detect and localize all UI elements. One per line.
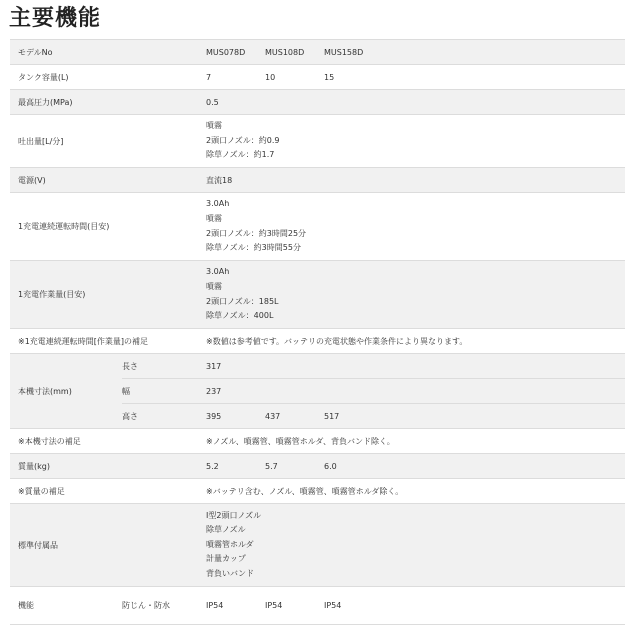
row-function [10, 587, 625, 625]
model-cell: MUS108D [265, 40, 324, 65]
value-line: 除草ノズル：約3時間55分 [206, 243, 301, 253]
value-line: I型2頭口ノズル [206, 510, 262, 520]
value-line: 除草ノズル [206, 525, 246, 535]
value-line: 噴霧管ホルダ [206, 539, 254, 549]
row-runtime-note [10, 329, 625, 354]
note-cell: ※バッテリ含む、ノズル、噴霧管、噴霧管ホルダ除く。 [206, 479, 625, 504]
value-cell [206, 261, 625, 329]
sub-label: 幅 [122, 379, 206, 404]
row-max-pressure [10, 90, 625, 115]
value-line: 2頭口ノズル：約3時間25分 [206, 228, 307, 238]
value-cell: 15 [324, 65, 383, 90]
spec-table [10, 39, 625, 625]
value-cell: 5.7 [265, 454, 324, 479]
row-dimensions-length [10, 354, 625, 379]
model-cell: MUS158D [324, 40, 383, 65]
row-label: 機能 [10, 587, 122, 625]
value-cell: 317 [206, 354, 625, 379]
value-cell: 437 [265, 404, 324, 429]
value-line: 3.0Ah [206, 267, 230, 277]
row-label: 質量(kg) [10, 454, 206, 479]
row-label: 1充電作業量(目安) [10, 261, 206, 329]
row-runtime [10, 193, 625, 261]
row-work-volume [10, 261, 625, 329]
value-line: 除草ノズル：400L [206, 311, 274, 321]
row-dimensions-note [10, 429, 625, 454]
value-line: 計量カップ [206, 554, 246, 564]
value-line: 3.0Ah [206, 199, 230, 209]
value-line: 背負いバンド [206, 568, 254, 578]
value-cell: 237 [206, 379, 625, 404]
row-weight-note [10, 479, 625, 504]
value-cell: 6.0 [324, 454, 383, 479]
row-label: ※本機寸法の補足 [10, 429, 206, 454]
row-label: 標準付属品 [10, 504, 206, 587]
value-cell: 395 [206, 404, 265, 429]
value-line: 噴霧 [206, 213, 222, 223]
note-cell: ※ノズル、噴霧管、噴霧管ホルダ、背負バンド除く。 [206, 429, 625, 454]
row-tank-capacity [10, 65, 625, 90]
value-line: 除草ノズル：約1.7 [206, 150, 275, 160]
row-label: モデルNo [10, 40, 206, 65]
row-label: ※1充電連続運転時間[作業量]の補足 [10, 329, 206, 354]
row-label: 吐出量[L/分] [10, 115, 206, 168]
row-power [10, 168, 625, 193]
value-cell [206, 115, 625, 168]
value-cell [206, 504, 625, 587]
value-cell: 0.5 [206, 90, 625, 115]
row-discharge [10, 115, 625, 168]
value-cell: 517 [324, 404, 383, 429]
row-label: 電源(V) [10, 168, 206, 193]
note-cell: ※数値は参考値です。バッテリの充電状態や作業条件により異なります。 [206, 329, 625, 354]
value-line: 噴霧 [206, 281, 222, 291]
value-cell: IP54 [265, 587, 324, 625]
value-line: 噴霧 [206, 121, 222, 131]
row-label: 本機寸法(mm) [10, 354, 122, 429]
sub-label: 長さ [122, 354, 206, 379]
value-cell [206, 193, 625, 261]
row-label: タンク容量(L) [10, 65, 206, 90]
value-cell: 7 [206, 65, 265, 90]
row-label: 最高圧力(MPa) [10, 90, 206, 115]
value-cell: IP54 [206, 587, 265, 625]
row-label: 1充電連続運転時間(目安) [10, 193, 206, 261]
value-cell: 直流18 [206, 168, 625, 193]
sub-label: 高さ [122, 404, 206, 429]
row-weight [10, 454, 625, 479]
value-cell: IP54 [324, 587, 383, 625]
row-label: ※質量の補足 [10, 479, 206, 504]
value-cell: 10 [265, 65, 324, 90]
value-line: 2頭口ノズル：約0.9 [206, 135, 280, 145]
row-accessories [10, 504, 625, 587]
value-line: 2頭口ノズル：185L [206, 296, 279, 306]
sub-label: 防じん・防水 [122, 587, 206, 625]
row-model-no [10, 40, 625, 65]
value-cell: 5.2 [206, 454, 265, 479]
model-cell: MUS078D [206, 40, 265, 65]
page-title: 主要機能 [9, 6, 102, 31]
